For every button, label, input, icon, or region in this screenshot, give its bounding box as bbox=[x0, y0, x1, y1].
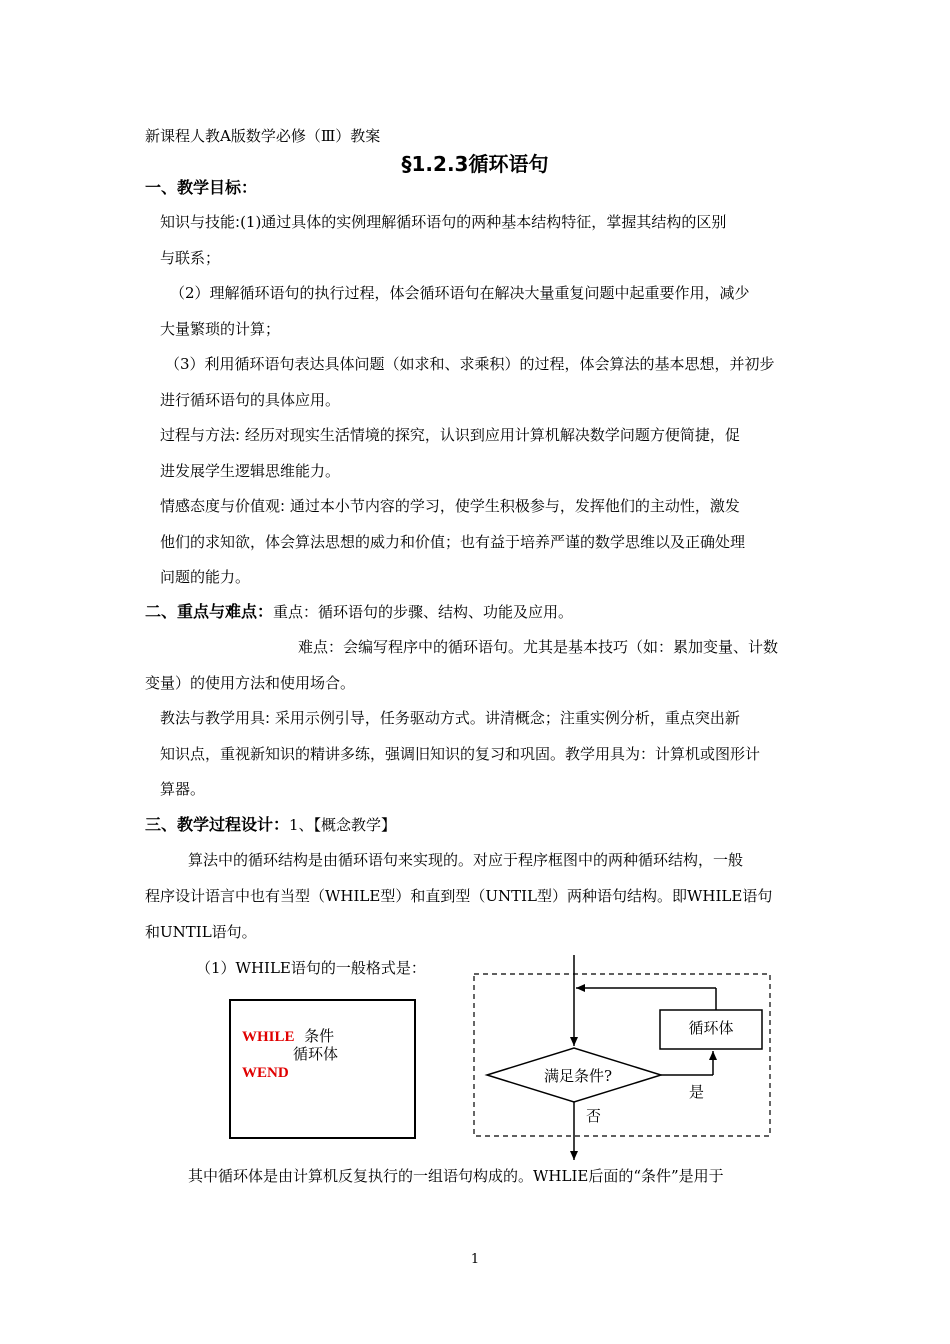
paragraph-line: 算法中的循环结构是由循环语句来实现的。对应于程序框图中的两种循环结构，一般 bbox=[188, 851, 744, 869]
flowchart-condition-label: 满足条件? bbox=[544, 1067, 613, 1085]
paragraph-line: （2）理解循环语句的执行过程，体会循环语句在解决大量重复问题中起重要作用，减少 bbox=[170, 284, 750, 302]
flowchart-body-label: 循环体 bbox=[688, 1019, 734, 1037]
paragraph-line: 知识点，重视新知识的精讲多练，强调旧知识的复习和巩固。教学用具为：计算机或图形计 bbox=[160, 745, 761, 763]
methods-label: 教法与教学用具: bbox=[160, 709, 271, 727]
process-design-row: 三、教学过程设计：1、【概念教学】 bbox=[145, 815, 397, 834]
flowchart-frame bbox=[474, 974, 770, 1136]
objective-emotion: 情感态度与价值观: 通过本小节内容的学习，使学生积极参与，发挥他们的主动性，激发 bbox=[160, 497, 740, 515]
teaching-methods: 教法与教学用具: 采用示例引导，任务驱动方式。讲清概念；注重实例分析，重点突出新 bbox=[160, 709, 740, 727]
paragraph-line: 与联系； bbox=[160, 249, 221, 267]
paragraph-line: 进发展学生逻辑思维能力。 bbox=[160, 462, 341, 480]
while-format-label: （1）WHILE语句的一般格式是： bbox=[196, 959, 426, 977]
knowledge-label: 知识与技能: bbox=[160, 213, 241, 231]
running-header: 新课程人教A版数学必修（Ⅲ）教案 bbox=[145, 127, 381, 145]
paragraph-line: 程序设计语言中也有当型（WHILE型）和直到型（UNTIL型）两种语句结构。即WHILE语句 bbox=[145, 887, 773, 905]
code-line-body: 循环体 bbox=[293, 1045, 339, 1063]
paragraph-line: 他们的求知欲，体会算法思想的威力和价值；也有益于培养严谨的数学思维以及正确处理 bbox=[160, 533, 746, 551]
paragraph-line: 问题的能力。 bbox=[160, 568, 251, 586]
page-title: §1.2.3循环语句 bbox=[401, 152, 549, 176]
paragraph-line: 进行循环语句的具体应用。 bbox=[160, 391, 341, 409]
section-heading-process: 三、教学过程设计： bbox=[145, 815, 290, 834]
code-line-while: WHILE 条件 bbox=[242, 1027, 335, 1045]
keyword-wend: WEND bbox=[242, 1065, 289, 1081]
section-heading-key-points: 二、重点与难点： bbox=[145, 602, 274, 621]
paragraph-line: 和UNTIL语句。 bbox=[145, 923, 257, 941]
paragraph-line: 其中循环体是由计算机反复执行的一组语句构成的。WHLIE后面的“条件”是用于 bbox=[188, 1167, 724, 1185]
paragraph-line: （3）利用循环语句表达具体问题（如求和、求乘积）的过程，体会算法的基本思想，并初步 bbox=[165, 355, 775, 373]
emotion-label: 情感态度与价值观: bbox=[160, 497, 286, 515]
keyword-while: WHILE bbox=[242, 1029, 295, 1045]
flowchart-no-label: 否 bbox=[586, 1107, 602, 1125]
paragraph-line: 变量）的使用方法和使用场合。 bbox=[145, 674, 356, 692]
paragraph-line: 大量繁琐的计算； bbox=[160, 320, 281, 338]
page-number: 1 bbox=[470, 1252, 480, 1267]
objective-knowledge: 知识与技能:(1)通过具体的实例理解循环语句的两种基本结构特征，掌握其结构的区别 bbox=[160, 213, 727, 231]
difficulty-line: 难点：会编写程序中的循环语句。尤其是基本技巧（如：累加变量、计数 bbox=[298, 638, 779, 656]
objective-process: 过程与方法: 经历对现实生活情境的探究，认识到应用计算机解决数学问题方便简捷，促 bbox=[160, 426, 740, 444]
paragraph-line: 算器。 bbox=[160, 780, 206, 798]
section-heading-objectives: 一、教学目标： bbox=[145, 178, 258, 197]
flowchart-yes-label: 是 bbox=[689, 1083, 705, 1101]
key-points-row: 二、重点与难点：重点：循环语句的步骤、结构、功能及应用。 bbox=[145, 602, 574, 621]
process-label: 过程与方法: bbox=[160, 426, 241, 444]
